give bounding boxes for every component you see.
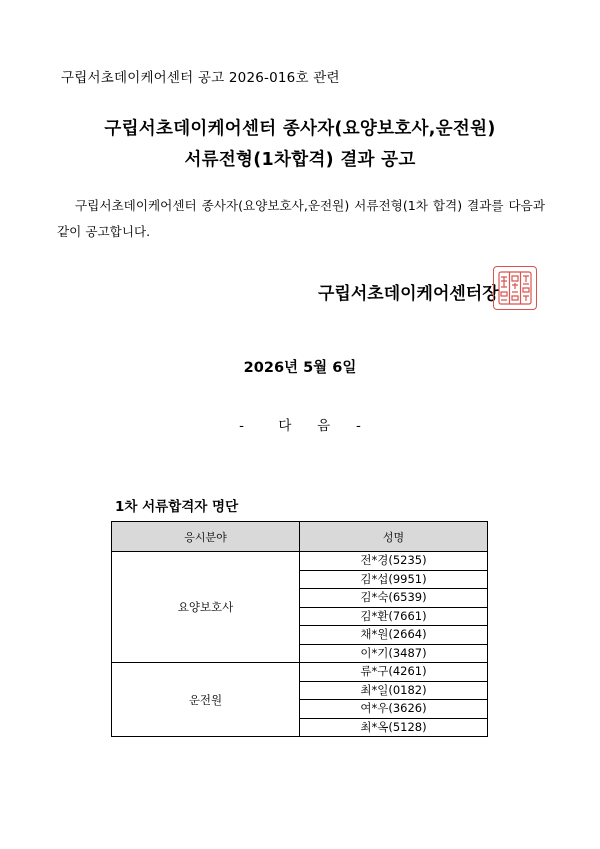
reference-line: 구립서초데이케어센터 공고 2026-016호 관련 xyxy=(61,70,340,86)
applicant-name: 최*옥(5128) xyxy=(300,718,488,737)
applicant-name: 김*섭(9951) xyxy=(300,570,488,589)
header-name: 성명 xyxy=(300,522,488,552)
document-title-line-1: 구립서초데이케어센터 종사자(요양보호사,운전원) xyxy=(104,119,496,139)
applicant-name: 김*숙(6539) xyxy=(300,589,488,608)
table-header-row xyxy=(112,522,488,552)
applicant-name: 이*기(3487) xyxy=(300,644,488,663)
applicant-name: 류*구(4261) xyxy=(300,663,488,682)
official-seal xyxy=(493,266,537,310)
applicant-name: 최*일(0182) xyxy=(300,681,488,700)
field-caregiver: 요양보호사 xyxy=(112,552,300,663)
results-table xyxy=(111,521,488,737)
signer-name: 구립서초데이케어센터장 xyxy=(318,284,499,304)
section-title: 1차 서류합격자 명단 xyxy=(115,499,239,515)
official-seal-mark xyxy=(497,270,533,306)
table-row xyxy=(112,552,488,571)
applicant-name: 김*환(7661) xyxy=(300,607,488,626)
da-eum-heading: - 다 음 - xyxy=(239,418,361,434)
announcement-date: 2026년 5월 6일 xyxy=(243,360,357,376)
intro-paragraph: 구립서초데이케어센터 종사자(요양보호사,운전원) 서류전형(1차 합격) 결과를 다음과 같이 공고합니다. xyxy=(57,198,545,239)
field-driver: 운전원 xyxy=(112,663,300,737)
header-field: 응시분야 xyxy=(112,522,300,552)
applicant-name: 채*원(2664) xyxy=(300,626,488,645)
applicant-name: 전*경(5235) xyxy=(300,552,488,571)
document-title-line-2: 서류전형(1차합격) 결과 공고 xyxy=(184,150,416,170)
applicant-name: 여*우(3626) xyxy=(300,700,488,719)
table-row xyxy=(112,663,488,682)
